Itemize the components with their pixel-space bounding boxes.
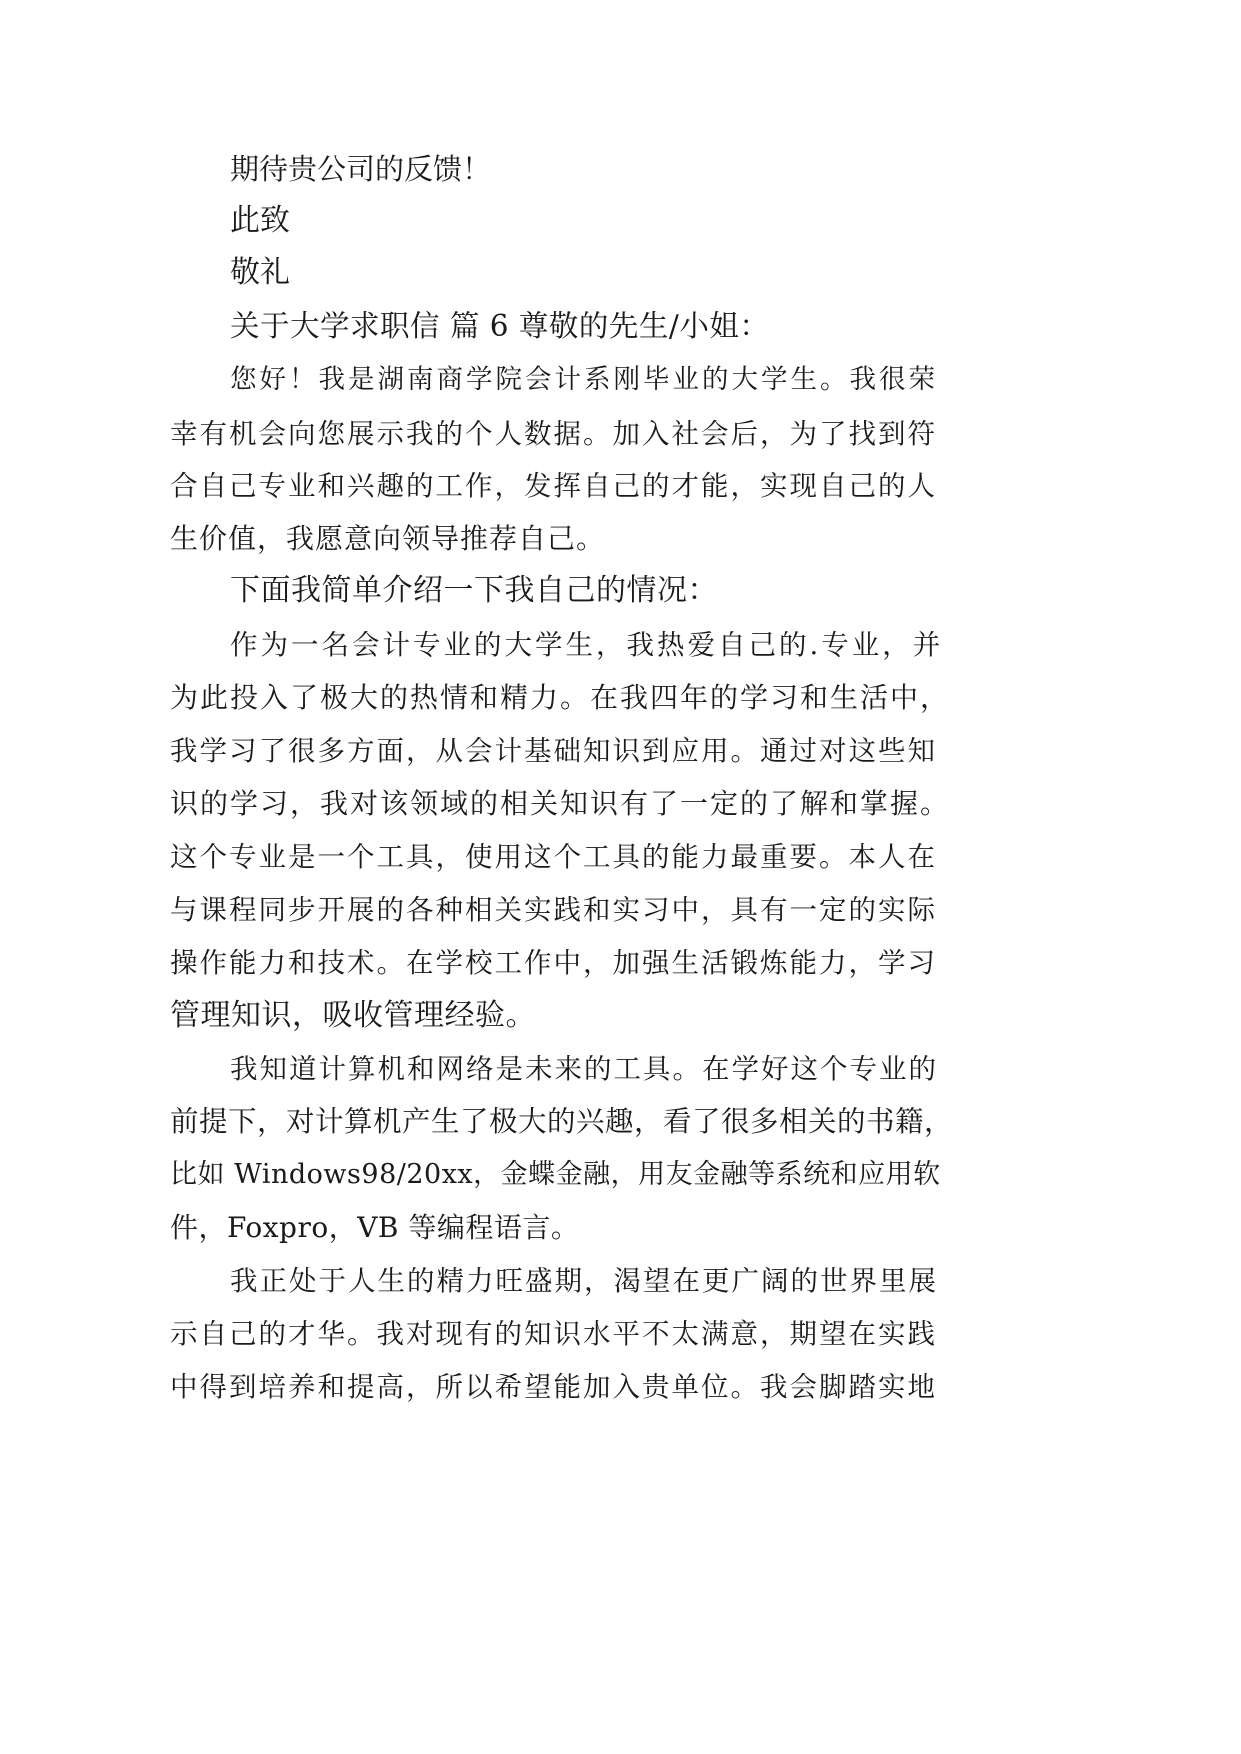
text-line: 下面我简单介绍一下我自己的情况： xyxy=(230,573,718,608)
text-line: 您好！我是湖南商学院会计系刚毕业的大学生。我很荣 xyxy=(230,364,938,395)
text-line: 操作能力和技术。在学校工作中，加强生活锻炼能力，学习 xyxy=(170,947,937,979)
text-line: 示自己的才华。我对现有的知识水平不太满意，期望在实践 xyxy=(170,1318,937,1350)
text-line: 中得到培养和提高，所以希望能加入贵单位。我会脚踏实地 xyxy=(170,1371,937,1403)
text-line: 比如 Windows98/20xx，金蝶金融，用友金融等系统和应用软 xyxy=(170,1159,941,1190)
text-line: 前提下，对计算机产生了极大的兴趣，看了很多相关的书籍， xyxy=(170,1105,954,1138)
text-line: 为此投入了极大的热情和精力。在我四年的学习和生活中， xyxy=(170,681,951,714)
text-line: 我学习了很多方面，从会计基础知识到应用。通过对这些知 xyxy=(170,735,937,767)
text-line: 件，Foxpro，VB 等编程语言。 xyxy=(170,1211,580,1244)
text-line: 生价值，我愿意向领导推荐自己。 xyxy=(170,522,606,555)
text-line: 敬礼 xyxy=(230,255,290,290)
text-line: 这个专业是一个工具，使用这个工具的能力最重要。本人在 xyxy=(170,841,937,873)
text-line: 期待贵公司的反馈！ xyxy=(230,152,492,186)
text-line: 幸有机会向您展示我的个人数据。加入社会后，为了找到符 xyxy=(170,418,937,450)
text-line: 与课程同步开展的各种相关实践和实习中，具有一定的实际 xyxy=(170,894,937,926)
text-line: 此致 xyxy=(230,203,290,238)
text-line: 管理知识，吸收管理经验。 xyxy=(170,998,536,1033)
text-line: 我正处于人生的精力旺盛期，渴望在更广阔的世界里展 xyxy=(230,1265,938,1297)
text-line: 我知道计算机和网络是未来的工具。在学好这个专业的 xyxy=(230,1053,938,1085)
text-line: 关于大学求职信 篇 6 尊敬的先生/小姐： xyxy=(230,309,770,343)
text-line: 作为一名会计专业的大学生，我热爱自己的.专业，并 xyxy=(230,629,944,661)
text-line: 合自己专业和兴趣的工作，发挥自己的才能，实现自己的人 xyxy=(170,470,937,502)
text-line: 识的学习，我对该领域的相关知识有了一定的了解和掌握。 xyxy=(170,787,951,820)
